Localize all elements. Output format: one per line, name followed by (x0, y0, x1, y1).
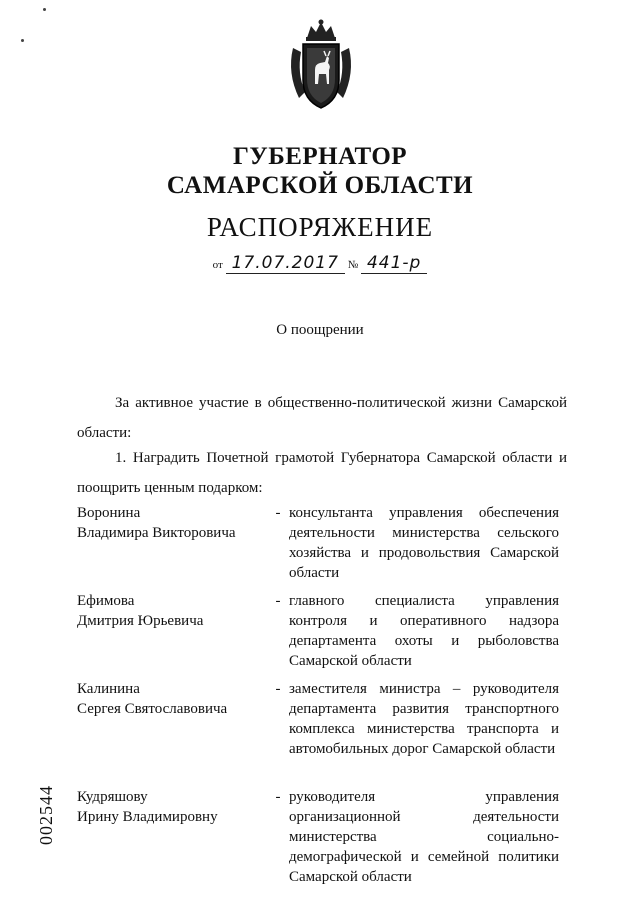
awardee-position: руководителя управления организационной деятельности министерства социально-демографической и семейной политики Самарской области (289, 789, 559, 885)
awardee-given-names: Дмитрия Юрьевича (77, 613, 204, 629)
number-value: 441-р (361, 253, 427, 274)
date-value: 17.07.2017 (226, 253, 345, 274)
body-paragraph-1: За активное участие в общественно-политической жизни Самарской области: (77, 395, 567, 441)
margin-registration-number: 002544 (36, 785, 56, 845)
awardee-given-names: Владимира Викторовича (77, 525, 236, 541)
awardee-position: главного специалиста управления контроля и оперативного надзора департамента охоты и рыболовства Самарской области (289, 593, 559, 669)
awardee-position: консультанта управления обеспечения деятельности министерства сельского хозяйства и продовольствия Самарской области (289, 505, 559, 581)
document-type: РАСПОРЯЖЕНИЕ (206, 212, 434, 242)
document-subject: О поощрении (276, 322, 364, 338)
title-line-1: ГУБЕРНАТОР (232, 143, 408, 170)
awardee-dash: - (275, 593, 281, 609)
awardee-name (77, 787, 267, 827)
awardee-surname: Кудряшову (77, 789, 148, 805)
number-prefix: № (347, 259, 359, 271)
awardee-dash: - (275, 681, 281, 697)
title-line-2: САМАРСКОЙ ОБЛАСТИ (166, 172, 474, 199)
awardee-given-names: Сергея Святославовича (77, 701, 228, 717)
awardee-name (77, 591, 267, 631)
body-paragraph-2: 1. Наградить Почетной грамотой Губернатора Самарской области и поощрить ценным подарком: (77, 450, 567, 496)
scan-speck (43, 8, 46, 11)
awardee-name (77, 679, 267, 719)
coat-of-arms-icon (285, 18, 357, 113)
scan-speck (21, 39, 24, 42)
awardee-dash: - (275, 505, 281, 521)
date-number-line (0, 253, 640, 274)
awardee-name (77, 503, 267, 543)
awardee-surname: Воронина (77, 505, 141, 521)
awardee-surname: Калинина (77, 681, 140, 697)
awardee-position: заместителя министра – руководителя департамента развития транспортного комплекса министерства транспорта и автомобильных дорог Самарской области (289, 681, 559, 757)
awardee-given-names: Ирину Владимировну (77, 809, 218, 825)
awardee-surname: Ефимова (77, 593, 135, 609)
date-prefix: от (212, 259, 223, 271)
awardee-dash: - (275, 789, 281, 805)
